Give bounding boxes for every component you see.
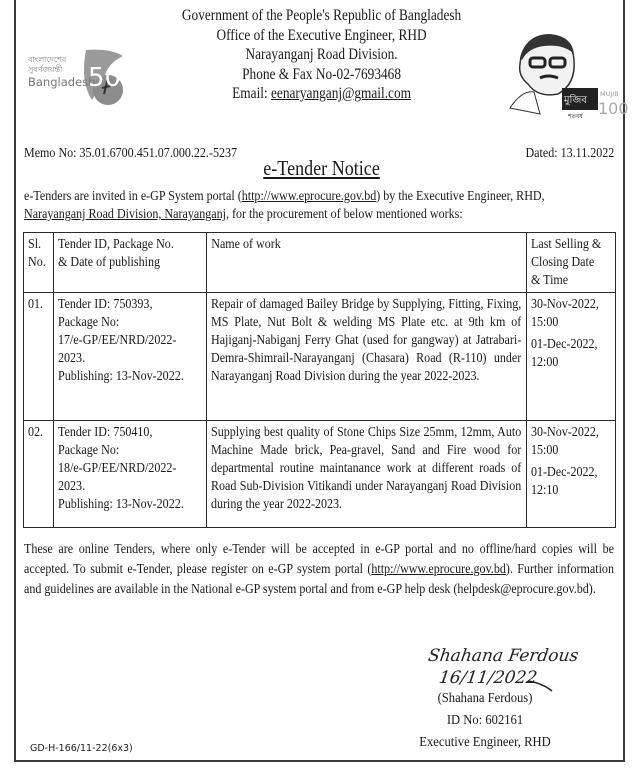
letterhead-line-division: Narayanganj Road Division. <box>245 46 398 63</box>
last-selling-date: 30-Nov-2022, <box>531 297 599 312</box>
mujib-bangla: মুজিব <box>564 95 587 106</box>
signature-icon <box>420 643 580 693</box>
letterhead <box>45 6 598 104</box>
logo-number: 50 <box>88 63 122 93</box>
header-tender <box>54 233 207 293</box>
work-description: Repair of damaged Bailey Bridge by Supplying, Fitting, Fixing, MS Plate, Nut Bolt & welding MS Plate etc. at 9th km of Hajiganj-Nabiganj Ferry Ghat (used for gangway) at Jatrabari-Demra-Shimrail-Narayanganj (Chasara) Road (R-110) under Narayanganj Road Division during the year 2022-2023. <box>211 297 522 384</box>
row-sl <box>24 293 54 421</box>
memo-date: Dated: 13.11.2022 <box>525 146 614 161</box>
signer-name: (Shahana Ferdous) <box>437 691 533 706</box>
publishing-date: Publishing: 13-Nov-2022. <box>58 497 184 512</box>
instructions-paragraph <box>24 540 614 600</box>
publishing-date: Publishing: 13-Nov-2022. <box>58 369 184 384</box>
intro-paragraph <box>24 188 614 224</box>
table-row <box>24 293 616 421</box>
intro-portal-link[interactable]: http://www.eprocure.gov.bd <box>241 189 377 204</box>
header-closing-line1: Last Selling & <box>531 237 602 252</box>
package-no: 18/e-GP/EE/NRD/2022- <box>58 461 177 476</box>
ad-code: GD-H-166/11-22(6x3) <box>30 743 133 754</box>
memo-number: Memo No: 35.01.6700.451.07.000.22.-5237 <box>24 146 238 161</box>
letterhead-line-government: Government of the People's Republic of Bangladesh <box>181 7 462 24</box>
instructions-portal-link[interactable]: http://www.eprocure.gov.bd <box>371 562 506 577</box>
letterhead-line-phone: Phone & Fax No-02-7693468 <box>242 65 401 83</box>
signature-handwritten-name: Shahana Ferdous <box>426 646 580 666</box>
logo-bangla-line2: সুবর্ণজয়ন্তী <box>28 65 63 74</box>
mujib-label-top: MUJIB <box>600 90 619 98</box>
letterhead-email-line <box>45 84 598 104</box>
header-sl-line1: Sl. <box>28 237 42 252</box>
page-title: e-Tender Notice <box>263 156 380 180</box>
header-closing-line3: & Time <box>531 273 569 288</box>
row-sl-value: 02. <box>28 425 44 440</box>
last-selling-time: 15:00 <box>531 315 559 330</box>
tender-table <box>23 232 616 528</box>
header-tender-line2: & Date of publishing <box>58 255 161 270</box>
row-closing <box>527 293 616 421</box>
tender-id: Tender ID: 750393, <box>58 297 153 312</box>
table-row <box>24 421 616 528</box>
row-closing <box>527 421 616 528</box>
letterhead-line-office: Office of the Executive Engineer, RHD <box>216 26 427 44</box>
package-label: Package No: <box>58 315 120 330</box>
row-sl-value: 01. <box>28 297 44 312</box>
package-label: Package No: <box>58 443 120 458</box>
package-year: 2023. <box>58 351 86 366</box>
logo-bangla-line1: বাংলাদেশের <box>28 55 67 64</box>
intro-text-3: , for the procurement of below mentioned works: <box>225 207 463 222</box>
row-tender-info <box>54 293 207 421</box>
row-work <box>207 421 527 528</box>
signature-handwritten-date: 16/11/2022 <box>437 668 539 688</box>
instructions-text-1: These are online Tenders, where only e-Tender will be accepted in e-GP portal and no offline/hard copies will be accepted. To submit e-Tender, please register on e-GP system portal ( <box>24 542 614 577</box>
intro-division-underlined: Narayanganj Road Division, Narayanganj <box>24 207 226 222</box>
header-tender-line1: Tender ID, Package No. <box>58 237 174 252</box>
row-sl <box>24 421 54 528</box>
row-tender-info <box>54 421 207 528</box>
work-description: Supplying best quality of Stone Chips Size 25mm, 12mm, Auto Machine Made brick, Pea-gravel, Sand and Fire wood for departmental routine maintanance work at different roads of Road Sub-Division Vitikandi under Narayanganj Road Division during the year 2022-2023. <box>211 425 522 512</box>
logo-country: Bangladesh <box>28 75 96 89</box>
email-label: Email: <box>232 85 272 102</box>
header-closing-line2: Closing Date <box>531 255 595 270</box>
signer-block <box>405 688 565 754</box>
closing-date: 01-Dec-2022, <box>531 337 598 352</box>
package-no: 17/e-GP/EE/NRD/2022- <box>58 333 177 348</box>
last-selling-date: 30-Nov-2022, <box>531 425 599 440</box>
header-work <box>207 233 527 293</box>
last-selling-time: 15:00 <box>531 443 559 458</box>
mujib-bangla-sub: শতবর্ষ <box>568 113 583 120</box>
row-work <box>207 293 527 421</box>
header-closing <box>527 233 616 293</box>
header-sl-line2: No. <box>28 255 46 270</box>
closing-date: 01-Dec-2022, <box>531 465 598 480</box>
closing-time: 12:10 <box>531 483 559 498</box>
tender-id: Tender ID: 750410, <box>58 425 153 440</box>
signer-id: ID No: 602161 <box>446 713 524 728</box>
header-sl <box>24 233 54 293</box>
closing-time: 12:00 <box>531 355 559 370</box>
package-year: 2023. <box>58 479 86 494</box>
header-work-label: Name of work <box>211 237 281 252</box>
table-header-row <box>24 233 616 293</box>
intro-text-2: ) by the Executive Engineer, RHD, <box>376 189 545 204</box>
instructions-text-2: ). Further information and guidelines are available in the National e-GP system portal and from e-GP help desk (helpdesk@eprocure.gov.bd). <box>24 562 614 597</box>
signer-designation: Executive Engineer, RHD <box>419 735 551 750</box>
email-link[interactable]: eenaryanganj@gmail.com <box>271 85 411 102</box>
mujib-label-num: 100 <box>598 99 629 118</box>
intro-text-1: e-Tenders are invited in e-GP System portal ( <box>24 189 242 204</box>
